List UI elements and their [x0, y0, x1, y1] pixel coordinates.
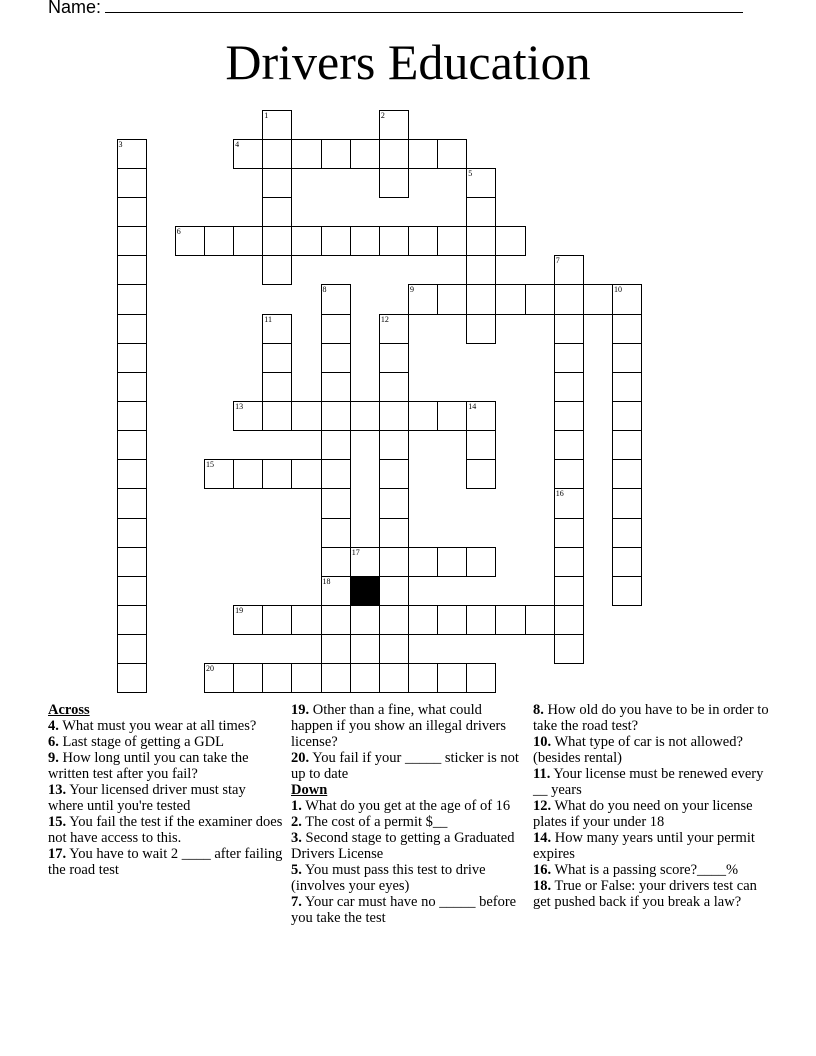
clue-text: Last stage of getting a GDL	[58, 734, 224, 750]
grid-cell[interactable]	[262, 605, 292, 635]
grid-cell[interactable]	[495, 284, 525, 314]
grid-cell[interactable]	[379, 168, 409, 198]
grid-cell[interactable]	[408, 547, 438, 577]
grid-cell[interactable]	[612, 284, 642, 314]
clue-number: 11.	[533, 766, 551, 782]
grid-cell[interactable]	[379, 547, 409, 577]
clue-text: You must pass this test to drive (involves your eyes)	[291, 862, 486, 894]
grid-cell[interactable]	[350, 547, 380, 577]
across-clues-list-2	[291, 702, 527, 782]
cell-number: 19	[235, 606, 244, 616]
grid-cell[interactable]	[117, 343, 147, 373]
black-cell	[350, 576, 380, 606]
clue-item	[291, 702, 527, 750]
grid-cell[interactable]	[466, 401, 496, 431]
grid-cell[interactable]	[379, 314, 409, 344]
grid-cell[interactable]	[291, 459, 321, 489]
clue-text: Your car must have no _____ before you take the test	[291, 894, 517, 926]
grid-cell[interactable]	[321, 459, 351, 489]
grid-cell[interactable]	[379, 576, 409, 606]
grid-cell[interactable]	[204, 663, 234, 693]
grid-cell[interactable]	[466, 168, 496, 198]
grid-cell[interactable]	[233, 459, 263, 489]
grid-cell[interactable]	[408, 401, 438, 431]
grid-cell[interactable]	[117, 518, 147, 548]
cell-number: 7	[555, 256, 560, 266]
grid-cell[interactable]	[117, 255, 147, 285]
clue-text: How many years until your permit expires	[533, 830, 755, 862]
grid-cell[interactable]	[321, 576, 351, 606]
grid-cell[interactable]	[379, 343, 409, 373]
clue-number: 16.	[533, 862, 552, 878]
clue-text: What must you wear at all times?	[58, 718, 257, 734]
cell-number: 17	[351, 547, 360, 557]
clue-text: Your license must be renewed every __ years	[533, 766, 764, 798]
clue-item	[291, 862, 527, 894]
grid-cell[interactable]	[117, 663, 147, 693]
clue-item	[533, 830, 769, 862]
grid-cell[interactable]	[466, 197, 496, 227]
grid-cell[interactable]	[379, 372, 409, 402]
grid-cell[interactable]	[466, 547, 496, 577]
grid-cell[interactable]	[321, 372, 351, 402]
grid-cell[interactable]	[291, 663, 321, 693]
grid-cell[interactable]	[291, 605, 321, 635]
grid-cell[interactable]	[612, 547, 642, 577]
cell-number: 13	[235, 402, 244, 411]
grid-cell[interactable]	[379, 488, 409, 518]
clues-column-3	[533, 702, 769, 910]
grid-cell[interactable]	[321, 401, 351, 431]
grid-cell[interactable]	[175, 226, 205, 256]
down-heading: Down	[291, 782, 328, 798]
clue-item	[48, 782, 284, 814]
clue-item	[291, 814, 527, 830]
grid-cell[interactable]	[525, 284, 555, 314]
grid-cell[interactable]	[612, 401, 642, 431]
clue-item	[533, 734, 769, 766]
clue-item	[291, 798, 527, 814]
grid-cell[interactable]	[117, 488, 147, 518]
clue-item	[48, 750, 284, 782]
grid-cell[interactable]	[350, 663, 380, 693]
grid-cell[interactable]	[321, 430, 351, 460]
clue-text: You fail if your _____ sticker is not up to date	[291, 750, 519, 782]
grid-cell[interactable]	[379, 401, 409, 431]
grid-cell[interactable]	[554, 547, 584, 577]
grid-cell[interactable]	[554, 518, 584, 548]
clue-number: 9.	[48, 750, 59, 766]
grid-cell[interactable]	[379, 663, 409, 693]
cell-number: 9	[410, 285, 414, 295]
clue-item	[533, 798, 769, 830]
grid-cell[interactable]	[612, 518, 642, 548]
across-heading: Across	[48, 702, 90, 718]
clue-number: 12.	[533, 798, 552, 814]
clue-number: 14.	[533, 830, 552, 846]
grid-cell[interactable]	[117, 226, 147, 256]
grid-cell[interactable]	[612, 576, 642, 606]
clue-number: 13.	[48, 782, 67, 798]
grid-cell[interactable]	[583, 284, 613, 314]
grid-cell[interactable]	[466, 663, 496, 693]
grid-cell[interactable]	[321, 314, 351, 344]
clue-number: 7.	[291, 894, 302, 910]
grid-cell[interactable]	[262, 226, 292, 256]
clue-text: You fail the test if the examiner does not have access to this.	[48, 814, 283, 846]
grid-cell[interactable]	[612, 488, 642, 518]
grid-cell[interactable]	[466, 314, 496, 344]
grid-cell[interactable]	[262, 314, 292, 344]
grid-cell[interactable]	[321, 518, 351, 548]
clue-number: 19.	[291, 702, 310, 718]
grid-cell[interactable]	[350, 401, 380, 431]
grid-cell[interactable]	[612, 459, 642, 489]
clue-item	[533, 862, 769, 878]
grid-cell[interactable]	[204, 459, 234, 489]
grid-cell[interactable]	[437, 139, 467, 169]
grid-cell[interactable]	[437, 547, 467, 577]
grid-cell[interactable]	[554, 284, 584, 314]
clue-number: 17.	[48, 846, 67, 862]
clues-column-1	[48, 702, 284, 878]
clue-text: What type of car is not allowed? (besides rental)	[533, 734, 743, 766]
grid-cell[interactable]	[408, 284, 438, 314]
grid-cell[interactable]	[117, 634, 147, 664]
clue-number: 6.	[48, 734, 59, 750]
down-clues-list-2	[533, 702, 769, 910]
grid-cell[interactable]	[379, 518, 409, 548]
clue-number: 5.	[291, 862, 302, 878]
name-label: Name:	[48, 0, 102, 17]
clue-number: 2.	[291, 814, 302, 830]
grid-cell[interactable]	[554, 430, 584, 460]
grid-cell[interactable]	[262, 663, 292, 693]
cell-number: 18	[322, 576, 331, 586]
grid-cell[interactable]	[262, 139, 292, 169]
grid-cell[interactable]	[408, 226, 438, 256]
grid-cell[interactable]	[262, 372, 292, 402]
clue-text: Second stage to getting a Graduated Drivers License	[291, 830, 515, 862]
grid-cell[interactable]	[437, 401, 467, 431]
cell-number: 20	[205, 664, 214, 674]
grid-cell[interactable]	[379, 430, 409, 460]
grid-cell[interactable]	[495, 226, 525, 256]
cell-number: 1	[264, 110, 269, 120]
grid-cell[interactable]	[379, 139, 409, 169]
clue-text: True or False: your drivers test can get pushed back if you break a law?	[533, 878, 757, 910]
grid-cell[interactable]	[495, 605, 525, 635]
clue-item	[48, 718, 284, 734]
clue-item	[291, 894, 527, 926]
clue-text: The cost of a permit $__	[301, 814, 448, 830]
grid-cell[interactable]	[233, 401, 263, 431]
clue-text: Your licensed driver must stay where until you're tested	[48, 782, 246, 814]
grid-cell[interactable]	[117, 168, 147, 198]
clue-text: How long until you can take the written test after you fail?	[48, 750, 249, 782]
clue-number: 20.	[291, 750, 310, 766]
clue-number: 18.	[533, 878, 552, 894]
grid-cell[interactable]	[117, 605, 147, 635]
cell-number: 3	[118, 139, 123, 149]
clue-item	[48, 814, 284, 846]
cell-number: 14	[468, 402, 477, 411]
grid-cell[interactable]	[321, 634, 351, 664]
grid-cell[interactable]	[117, 314, 147, 344]
grid-cell[interactable]	[379, 634, 409, 664]
grid-cell[interactable]	[321, 605, 351, 635]
grid-cell[interactable]	[262, 110, 292, 140]
grid-cell[interactable]	[612, 314, 642, 344]
clue-item	[533, 766, 769, 798]
cell-number: 8	[322, 285, 327, 295]
cell-number: 10	[614, 285, 623, 295]
grid-cell[interactable]	[554, 576, 584, 606]
clue-number: 10.	[533, 734, 552, 750]
grid-cell[interactable]	[525, 605, 555, 635]
grid-cell[interactable]	[233, 226, 263, 256]
grid-cell[interactable]	[379, 605, 409, 635]
grid-cell[interactable]	[117, 284, 147, 314]
grid-cell[interactable]	[466, 430, 496, 460]
clue-item	[533, 878, 769, 910]
grid-cell[interactable]	[233, 139, 263, 169]
cell-number: 11	[264, 314, 272, 324]
across-clues-list-1	[48, 718, 284, 878]
grid-cell[interactable]	[612, 430, 642, 460]
grid-cell[interactable]	[291, 226, 321, 256]
grid-cell[interactable]	[554, 488, 584, 518]
clue-number: 3.	[291, 830, 302, 846]
grid-cell[interactable]	[233, 663, 263, 693]
cell-number: 5	[468, 168, 473, 178]
grid-cell[interactable]	[466, 459, 496, 489]
grid-cell[interactable]	[554, 605, 584, 635]
grid-cell[interactable]	[408, 605, 438, 635]
clue-text: What do you get at the age of of 16	[301, 798, 511, 814]
cell-number: 6	[176, 227, 181, 237]
clue-item	[291, 750, 527, 782]
grid-cell[interactable]	[117, 430, 147, 460]
grid-cell[interactable]	[554, 343, 584, 373]
clue-number: 4.	[48, 718, 59, 734]
clue-text: You have to wait 2 ____ after failing the road test	[48, 846, 283, 878]
grid-cell[interactable]	[262, 197, 292, 227]
clue-text: Other than a fine, what could happen if you show an illegal drivers license?	[291, 702, 507, 750]
grid-cell[interactable]	[379, 226, 409, 256]
grid-cell[interactable]	[321, 547, 351, 577]
grid-cell[interactable]	[554, 255, 584, 285]
grid-cell[interactable]	[291, 401, 321, 431]
puzzle-title: Drivers Education	[225, 34, 591, 90]
grid-cell[interactable]	[321, 139, 351, 169]
grid-cell[interactable]	[321, 663, 351, 693]
grid-cell[interactable]	[437, 663, 467, 693]
clue-text: What is a passing score?____%	[551, 862, 739, 878]
grid-cell[interactable]	[554, 459, 584, 489]
grid-cell[interactable]	[262, 255, 292, 285]
clue-item	[48, 734, 284, 750]
clue-item	[533, 702, 769, 734]
grid-cell[interactable]	[466, 605, 496, 635]
grid-cell[interactable]	[233, 605, 263, 635]
grid-cell[interactable]	[117, 547, 147, 577]
clue-item	[48, 846, 284, 878]
grid-cell[interactable]	[554, 634, 584, 664]
grid-cell[interactable]	[554, 314, 584, 344]
clue-number: 1.	[291, 798, 302, 814]
clue-item	[291, 830, 527, 862]
clues-column-2	[291, 702, 527, 926]
grid-cell[interactable]	[262, 168, 292, 198]
grid-cell[interactable]	[379, 110, 409, 140]
grid-cell[interactable]	[117, 459, 147, 489]
grid-cell[interactable]	[554, 401, 584, 431]
clue-text: How old do you have to be in order to take the road test?	[533, 702, 769, 734]
grid-cell[interactable]	[321, 226, 351, 256]
grid-cell[interactable]	[350, 605, 380, 635]
grid-cell[interactable]	[321, 343, 351, 373]
grid-cell[interactable]	[379, 459, 409, 489]
clue-text: What do you need on your license plates if your under 18	[533, 798, 753, 830]
grid-cell[interactable]	[466, 255, 496, 285]
cell-number: 12	[380, 314, 389, 324]
grid-cell[interactable]	[204, 226, 234, 256]
grid-cell[interactable]	[117, 576, 147, 606]
grid-cell[interactable]	[554, 372, 584, 402]
grid-cell[interactable]	[437, 605, 467, 635]
grid-cell[interactable]	[117, 372, 147, 402]
grid-cell[interactable]	[262, 401, 292, 431]
grid-cell[interactable]	[437, 226, 467, 256]
cell-number: 15	[205, 460, 214, 470]
grid-cell[interactable]	[612, 343, 642, 373]
grid-cell[interactable]	[437, 284, 467, 314]
grid-cell[interactable]	[350, 226, 380, 256]
grid-cell[interactable]	[262, 343, 292, 373]
grid-cell[interactable]	[262, 459, 292, 489]
grid-cell[interactable]	[321, 284, 351, 314]
down-clues-list-1	[291, 798, 527, 926]
grid-cell[interactable]	[408, 139, 438, 169]
grid-cell[interactable]	[466, 284, 496, 314]
grid-cell[interactable]	[350, 139, 380, 169]
grid-cell[interactable]	[466, 226, 496, 256]
grid-cell[interactable]	[321, 488, 351, 518]
clue-number: 8.	[533, 702, 544, 718]
grid-cell[interactable]	[117, 139, 147, 169]
grid-cell[interactable]	[612, 372, 642, 402]
cell-number: 4	[235, 139, 240, 149]
clue-number: 15.	[48, 814, 67, 830]
cell-number: 2	[380, 110, 385, 120]
grid-cell[interactable]	[117, 401, 147, 431]
cell-number: 16	[555, 489, 564, 499]
grid-cell[interactable]	[117, 197, 147, 227]
grid-cell[interactable]	[408, 663, 438, 693]
grid-cell[interactable]	[291, 139, 321, 169]
